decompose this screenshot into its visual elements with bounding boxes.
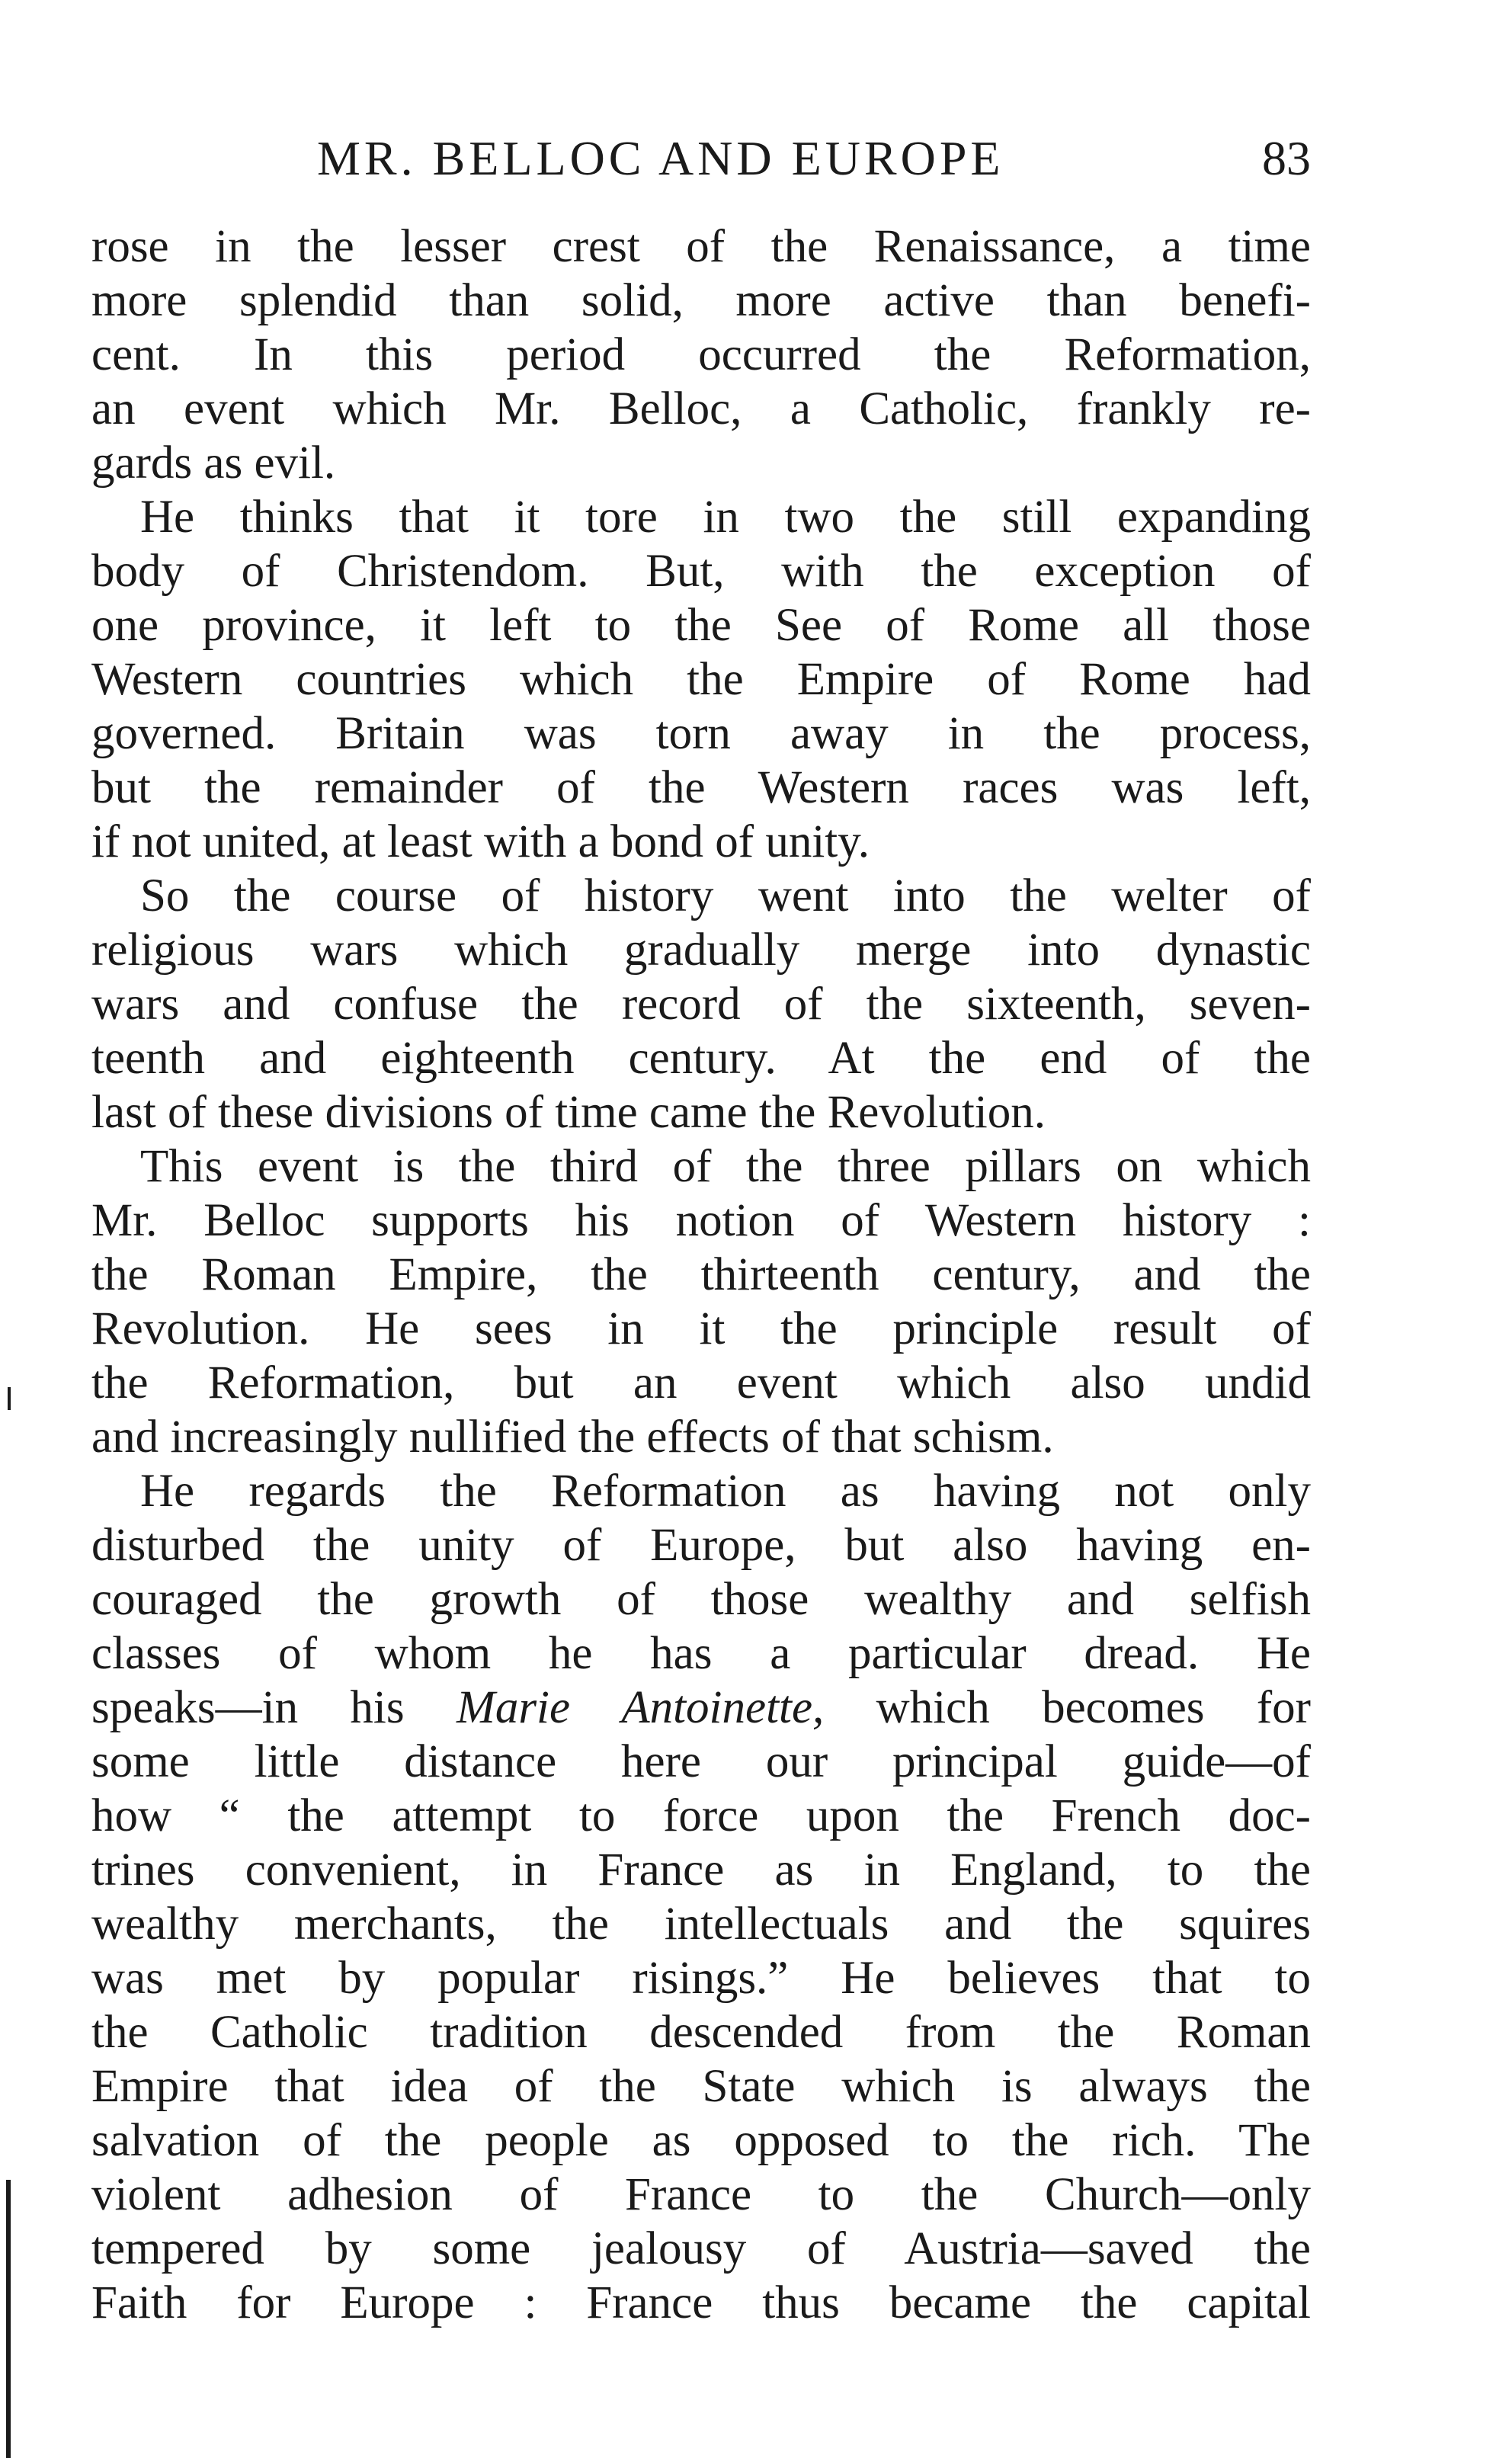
text-line: some little distance here our principal guide—of (91, 1736, 1311, 1787)
text-line: body of Christendom. But, with the exception of (91, 546, 1311, 597)
margin-speck (8, 1387, 11, 1410)
text-line: This event is the third of the three pillars on which (140, 1141, 1311, 1192)
book-title-italic: Marie Antoinette, (456, 1682, 825, 1733)
text-line: the Catholic tradition descended from the Roman (91, 2007, 1311, 2058)
text-line: last of these divisions of time came the Revolution. (91, 1087, 1046, 1138)
running-title: MR. BELLOC AND EUROPE (317, 131, 1004, 185)
page-number: 83 (1262, 131, 1311, 185)
text-line: if not united, at least with a bond of unity. (91, 816, 870, 867)
text-line: one province, it left to the See of Rome all those (91, 600, 1311, 651)
binding-edge-line (6, 2180, 11, 2458)
text-line: teenth and eighteenth century. At the end of the (91, 1033, 1311, 1084)
text-line: So the course of history went into the welter of (140, 870, 1311, 921)
text-line: Empire that idea of the State which is always the (91, 2061, 1311, 2112)
text-line: more splendid than solid, more active than benefi- (91, 275, 1311, 326)
text-line: Western countries which the Empire of Rome had (91, 654, 1311, 705)
text-line: Mr. Belloc supports his notion of Western history : (91, 1195, 1311, 1246)
text-line: how “ the attempt to force upon the French doc- (91, 1790, 1311, 1841)
text-line: governed. Britain was torn away in the process, (91, 708, 1311, 759)
text-line: classes of whom he has a particular dread. He (91, 1628, 1311, 1679)
text-line: tempered by some jealousy of Austria—saved the (91, 2223, 1311, 2274)
text-line: wars and confuse the record of the sixteenth, seven- (91, 979, 1311, 1030)
text-line: was met by popular risings.” He believes that to (91, 1953, 1311, 2004)
text-line: He regards the Reformation as having not only (140, 1466, 1311, 1517)
text-line: an event which Mr. Belloc, a Catholic, frankly re- (91, 383, 1311, 434)
text-line: violent adhesion of France to the Church—only (91, 2169, 1311, 2220)
body-text (91, 220, 1311, 2330)
text-line: wealthy merchants, the intellectuals and the squires (91, 1899, 1311, 1950)
text-line: but the remainder of the Western races was left, (91, 762, 1311, 813)
text-line: and increasingly nullified the effects of that schism. (91, 1412, 1054, 1463)
text-line: gards as evil. (91, 437, 336, 489)
text-line: Faith for Europe : France thus became the capital (91, 2277, 1311, 2328)
text-line: speaks—in his Marie Antoinette, which becomes for (91, 1682, 1311, 1733)
text-line: He thinks that it tore in two the still expanding (140, 492, 1311, 543)
text-line: salvation of the people as opposed to the rich. The (91, 2115, 1311, 2166)
text-line: rose in the lesser crest of the Renaissance, a time (91, 221, 1311, 272)
text-line: disturbed the unity of Europe, but also having en- (91, 1520, 1311, 1571)
text-line: trines convenient, in France as in England, to the (91, 1844, 1311, 1896)
running-head (91, 128, 1311, 189)
text-line: couraged the growth of those wealthy and selfish (91, 1574, 1311, 1625)
text-line: the Roman Empire, the thirteenth century, and the (91, 1249, 1311, 1300)
text-line: the Reformation, but an event which also undid (91, 1357, 1311, 1408)
text-line: religious wars which gradually merge into dynastic (91, 925, 1311, 976)
text-line: Revolution. He sees in it the principle result of (91, 1303, 1311, 1354)
text-line: cent. In this period occurred the Reformation, (91, 329, 1311, 380)
